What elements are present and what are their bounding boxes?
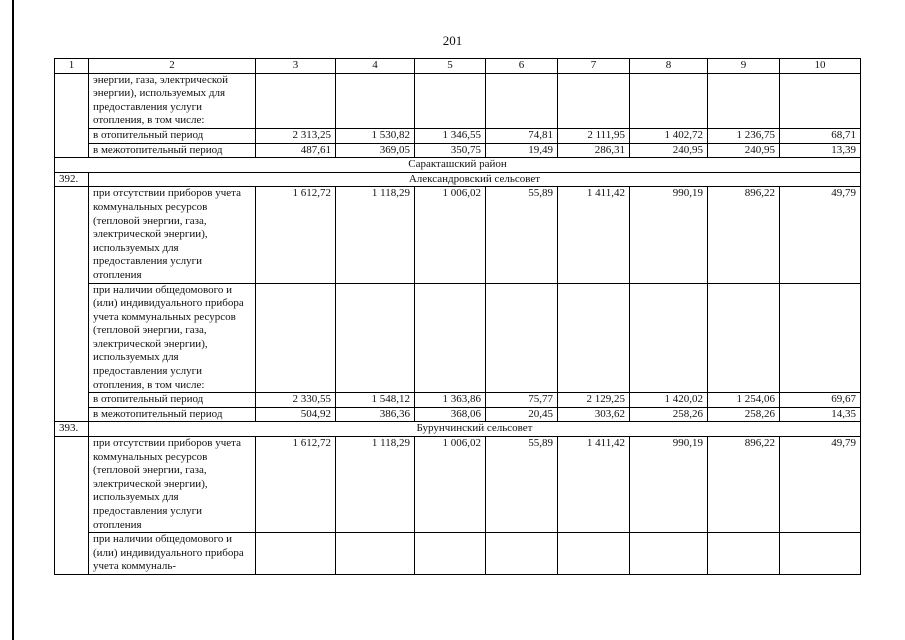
table-cell: 1 530,82 [336,128,415,143]
table-row [55,437,861,533]
row-description: при наличии общедомового и (или) индивидуального прибора учета коммуналь- [89,533,256,575]
table-row [55,73,861,128]
table-cell: 368,06 [415,407,486,422]
table-cell: 286,31 [558,143,630,158]
table-cell: 49,79 [780,437,861,533]
column-header: 4 [336,59,415,74]
column-header: 8 [630,59,708,74]
tariff-table [54,58,861,575]
table-cell: 1 612,72 [256,437,336,533]
table-cell: 55,89 [486,437,558,533]
table-cell: 1 006,02 [415,437,486,533]
table-row [55,283,861,393]
table-cell: 13,39 [780,143,861,158]
column-header: 3 [256,59,336,74]
table-cell: 1 402,72 [630,128,708,143]
table-cell: 1 236,75 [708,128,780,143]
column-header: 6 [486,59,558,74]
table-cell: 69,67 [780,393,861,408]
table-cell: 303,62 [558,407,630,422]
table-cell: 55,89 [486,187,558,283]
row-description: при наличии общедомового и (или) индивидуального прибора учета коммунальных ресурсов (тепловой энергии, газа, электрической энергии), используемых для предоставления услуги отопления, в том числе: [89,283,256,393]
row-description: при отсутствии приборов учета коммунальных ресурсов (тепловой энергии, газа, электрической энергии), используемых для предоставления услуги отопления [89,187,256,283]
table-cell: 2 111,95 [558,128,630,143]
row-label: в межотопительный период [89,407,256,422]
table-cell: 68,71 [780,128,861,143]
table-cell: 258,26 [630,407,708,422]
row-description: энергии, газа, электрической энергии), используемых для предоставления услуги отопления, в том числе: [89,73,256,128]
table-cell: 2 129,25 [558,393,630,408]
table-cell: 1 363,86 [415,393,486,408]
table-cell: 1 118,29 [336,187,415,283]
row-description: при отсутствии приборов учета коммунальных ресурсов (тепловой энергии, газа, электрической энергии), используемых для предоставления услуги отопления [89,437,256,533]
table-cell: 1 548,12 [336,393,415,408]
table-cell: 19,49 [486,143,558,158]
entry-name: Александровский сельсовет [89,172,861,187]
entry-header-row [55,172,861,187]
table-row [55,533,861,575]
table-cell: 240,95 [630,143,708,158]
page-number: 201 [442,33,463,48]
row-label: в межотопительный период [89,143,256,158]
column-header-row [55,59,861,74]
table-cell: 504,92 [256,407,336,422]
table-cell: 369,05 [336,143,415,158]
row-label: в отопительный период [89,393,256,408]
table-cell: 74,81 [486,128,558,143]
column-header: 10 [780,59,861,74]
column-header: 5 [415,59,486,74]
table-cell: 1 006,02 [415,187,486,283]
table-cell: 896,22 [708,437,780,533]
table-cell: 1 411,42 [558,437,630,533]
table-cell: 1 411,42 [558,187,630,283]
table-row [55,128,861,143]
table-cell: 2 330,55 [256,393,336,408]
entry-name: Бурунчинский сельсовет [89,422,861,437]
table-row [55,187,861,283]
entry-number: 393. [55,422,89,437]
table-cell: 75,77 [486,393,558,408]
table-cell: 487,61 [256,143,336,158]
table-cell: 49,79 [780,187,861,283]
column-header: 2 [89,59,256,74]
column-header: 7 [558,59,630,74]
table-cell: 990,19 [630,187,708,283]
table-cell: 240,95 [708,143,780,158]
table-cell: 14,35 [780,407,861,422]
table-row [55,143,861,158]
table-cell: 2 313,25 [256,128,336,143]
row-label: в отопительный период [89,128,256,143]
table-cell: 1 118,29 [336,437,415,533]
left-margin-rule [12,0,14,640]
table-cell: 1 612,72 [256,187,336,283]
table-cell: 1 346,55 [415,128,486,143]
table-cell: 258,26 [708,407,780,422]
table-row [55,393,861,408]
table-cell: 350,75 [415,143,486,158]
table-cell: 1 420,02 [630,393,708,408]
table-cell: 990,19 [630,437,708,533]
table-row [55,407,861,422]
table-cell: 896,22 [708,187,780,283]
table-cell: 386,36 [336,407,415,422]
column-header: 1 [55,59,89,74]
entry-header-row [55,422,861,437]
table-cell: 20,45 [486,407,558,422]
district-row [55,158,861,173]
district-name: Саракташский район [55,158,861,173]
column-header: 9 [708,59,780,74]
table-cell: 1 254,06 [708,393,780,408]
entry-number: 392. [55,172,89,187]
